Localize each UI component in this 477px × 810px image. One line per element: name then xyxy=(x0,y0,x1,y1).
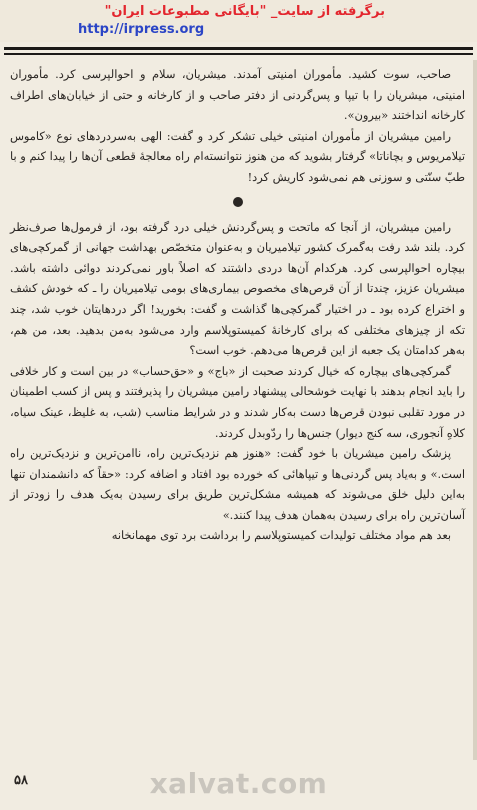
source-header xyxy=(0,0,477,42)
paragraph: بعد هم مواد مختلف تولیدات کمیستوپلاسم را برداشت برد توی مهمانخانه xyxy=(111,528,451,543)
paragraph: صاحب، سوت کشید. مأموران امنیتی آمدند. میشریان، سلام و احوالپرسی کرد. مأموران امنیتی، میشریان را با تیپا و پس‌گردنی از دفتر صاحب و از کارخانه و حتی از خیابان‌های اطراف کارخانه انداختند «بیرون». xyxy=(10,67,465,123)
article-body xyxy=(10,64,465,546)
page-edge-shadow xyxy=(473,60,477,760)
paragraph: رامین میشریان، از آنجا که ماتحت و پس‌گردنش خیلی درد گرفته بود، از فرمول‌ها صرف‌نظر کرد. بلند شد رفت به‌گمرک کشور تیلامیریان و به‌عنوان متخصّص بهداشت جهانی از گمرکچی‌های بیچاره احوالپرسی کرد. هرکدام آن‌ها دردی داشتند که اصلاً باور نمی‌کردند دوائی داشته باشد. میشریان عزیز، چندتا از آن قرص‌های مخصوص بیماری‌های بومی تیلامیریان را ـ که خودش کشف و اختراع کرده بود ـ در اختیار گمرکچی‌ها گذاشت و گفت: بخورید! اگر دردهایتان خوب شد، چند تکه از چیزهای مختلفی که برای کارخانهٔ کمیستوپلاسم وارد می‌شود به‌من بدهید. بعد، من هم، به‌هر کدامتان یک جعبه از این قرص‌ها می‌دهم. خوب است؟ xyxy=(10,219,465,358)
top-rule xyxy=(4,47,473,50)
page-number: ۵۸ xyxy=(14,773,28,788)
source-title: برگرفته از سایت_ "بایگانی مطبوعات ایران" xyxy=(104,4,385,19)
paragraph: پزشک رامین میشریان با خود گفت: «هنوز هم نزدیک‌ترین راه، ناامن‌ترین و نزدیک‌ترین راه است.» و به‌یاد پس گردنی‌ها و تیپاهائی که خورده بود افتاد و اضافه کرد: «حقاً که دانشمندان تنها به‌این دلیل خلق می‌شوند که همیشه مشکل‌ترین طریق برای رسیدن به‌یک هدف را زودتر از آسان‌ترین راه برای رسیدن به‌همان هدف پیدا کنند.» xyxy=(10,446,465,522)
paragraph: گمرکچی‌های بیچاره که خیال کردند صحبت از «باج» و «حق‌حساب» در بین است و کار خلافی را باید انجام بدهند با نهایت خوشحالی پیشنهاد رامین میشریان را پذیرفتند و پس از کسب اطمینان در مورد تقلبی نبودن قرص‌ها دست به‌کار شدند و در شرایط مناسب (شب، به غلیظ، عینک سیاه، کلاهِ آنجوری، سه کنج دیوار) جنس‌ها را ردّوبدل کردند. xyxy=(10,363,465,440)
section-divider-dot xyxy=(233,197,243,207)
source-url-link[interactable]: http://irpress.org xyxy=(78,22,205,37)
paragraph: رامین میشریان از مأموران امنیتی خیلی تشکر کرد و گفت: الهی به‌سردردهای نوع «کاموس تیلامریوس و بچاناتا» گرفتار بشوید که من هنوز نتوانسته‌ام راه معالجهٔ قطعی آن‌ها را پیدا کنم و با طبّ سنّتی و سوزنی هم نمی‌شود کاریش کرد! xyxy=(10,128,465,184)
top-rule-thin xyxy=(4,53,473,55)
watermark: xalvat.com xyxy=(149,767,328,800)
